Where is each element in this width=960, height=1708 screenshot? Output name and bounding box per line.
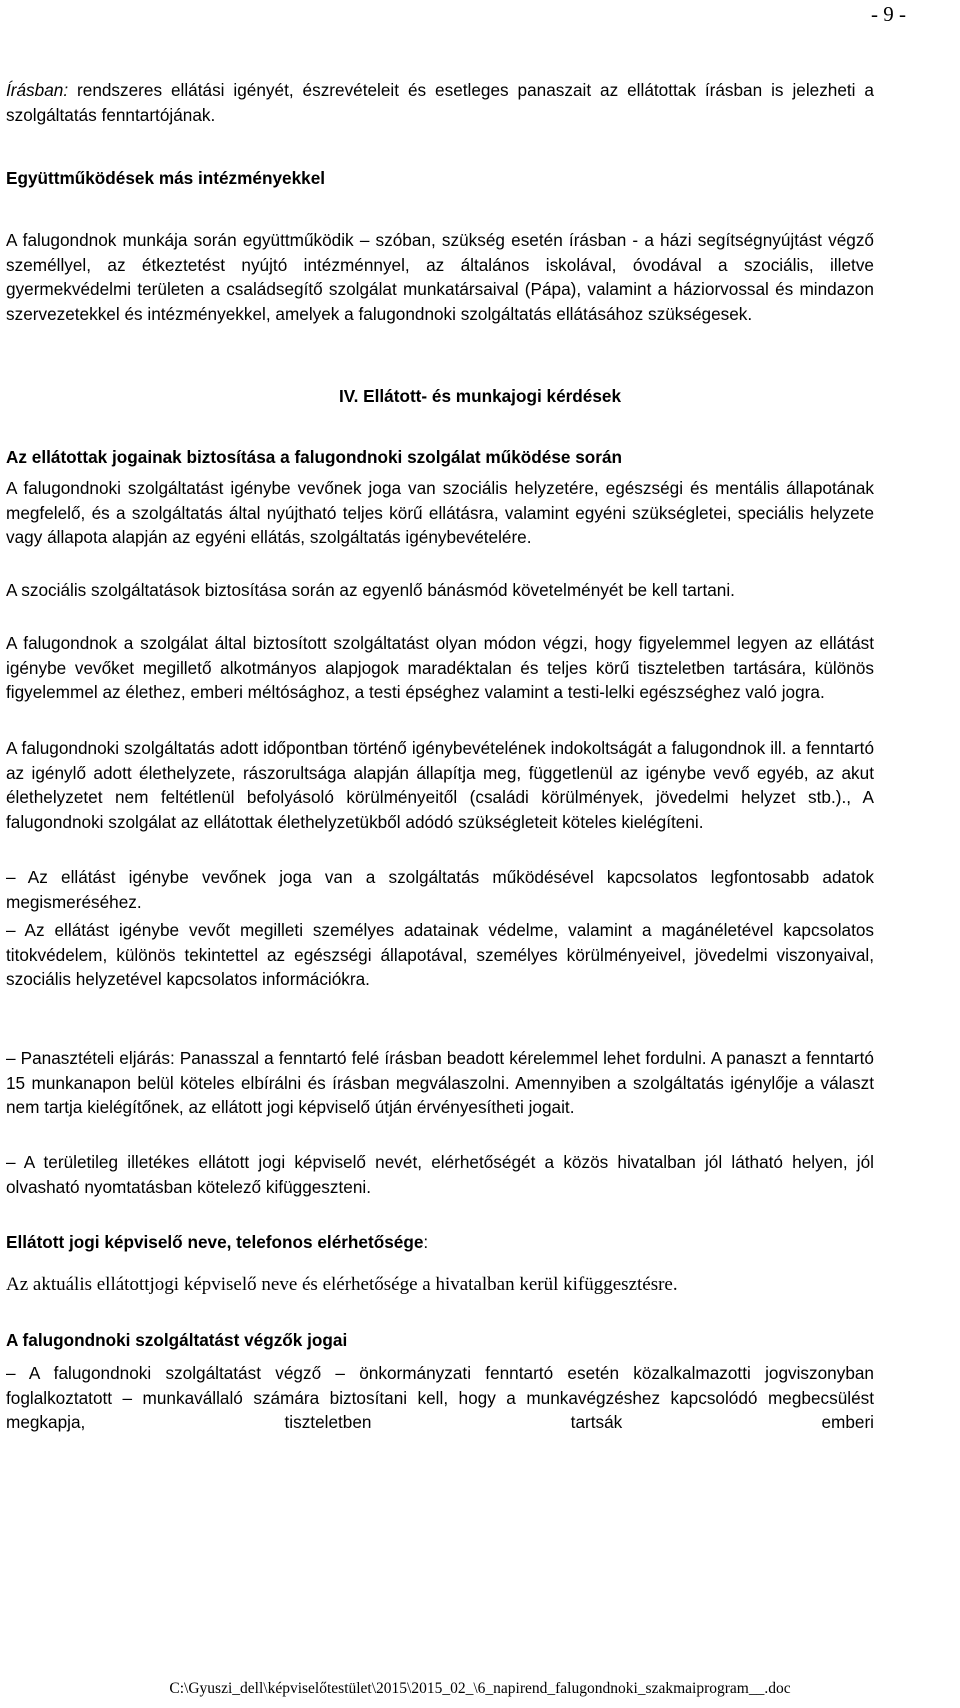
- intro-paragraph: [6, 78, 874, 127]
- worker-rights-paragraph: – A falugondnoki szolgáltatást végző – önkormányzati fenntartó esetén közalkalmazotti jogviszonyban foglalkoztatott – munkavállaló számára biztosítani kell, hogy a munkavégzéshez kapcsolódó megbecsülést megkapja, tiszteletben tartsák emberi: [6, 1363, 874, 1432]
- representative-text: Az aktuális ellátottjogi képviselő neve és elérhetősége a hivatalban kerül kifüggesztésre.: [6, 1274, 678, 1295]
- cooperation-heading: Együttműködések más intézményekkel: [6, 168, 326, 188]
- representative-heading: Ellátott jogi képviselő neve, telefonos elérhetősége: [6, 1232, 424, 1252]
- intro-label: Írásban:: [6, 80, 69, 100]
- footer-file-path: C:\Gyuszi_dell\képviselőtestület\2015\2015_02_\6_napirend_falugondnoki_szakmaiprogram__.doc: [169, 1680, 791, 1697]
- cooperation-paragraph: A falugondnok munkája során együttműködik – szóban, szükség esetén írásban - a házi segítségnyújtást végző személlyel, az étkeztetést nyújtó intézménnyel, az általános iskolával, óvodával a szociális, illetve gyermekvédelmi területen a családsegítő szolgálat munkatársaival (Pápa), valamint a háziorvossal és mindazon szervezetekkel és intézményekkel, amelyek a falugondnoki szolgáltatás ellátásához szükségesek.: [6, 230, 874, 324]
- section-title: IV. Ellátott- és munkajogi kérdések: [338, 386, 622, 406]
- rights-paragraph-3: A falugondnok a szolgálat által biztosított szolgáltatást olyan módon végzi, hogy figyelemmel legyen az ellátást igénybe vevőket megillető alkotmányos alapjogok maradéktalan és teljes körű tiszteletben tartására, különös figyelemmel az élethez, emberi méltósághoz, a testi épséghez valamint a testi-lelki egészséghez való jogra.: [6, 633, 874, 702]
- rights-dash-1: – Az ellátást igénybe vevőnek joga van a szolgáltatás működésével kapcsolatos legfontosabb adatok megismeréséhez.: [6, 867, 874, 912]
- rights-subheading: Az ellátottak jogainak biztosítása a falugondnoki szolgálat működése során: [6, 447, 623, 467]
- rights-dash-4: – A területileg illetékes ellátott jogi képviselő nevét, elérhetőségét a közös hivatalban jól látható helyen, jól olvasható nyomtatásban kötelező kifüggeszteni.: [6, 1152, 874, 1197]
- representative-colon: :: [423, 1232, 429, 1252]
- page-number: - 9 -: [871, 2, 906, 26]
- rights-paragraph-2: A szociális szolgáltatások biztosítása során az egyenlő bánásmód követelményét be kell tartani.: [6, 580, 735, 600]
- intro-text: rendszeres ellátási igényét, észrevételeit és esetleges panaszait az ellátottak írásban is jelezheti a szolgáltatás fenntartójának.: [6, 80, 874, 125]
- rights-paragraph-4: A falugondnoki szolgáltatás adott időpontban történő igénybevételének indokoltságát a falugondnok ill. a fenntartó az igénylő adott élethelyzete, rászorultsága alapján állapítja meg, függetlenül az igénybe vevő egyéb, az akut élethelyzetet nem feltétlenül befolyásoló körülményeitől (családi körülmények, jövedelmi helyzet stb.)., A falugondnoki szolgálat az ellátottak élethelyzetükből adódó szükségleteit köteles kielégíteni.: [6, 738, 874, 832]
- rights-dash-2: – Az ellátást igénybe vevőt megilleti személyes adatainak védelme, valamint a magánéletével kapcsolatos titokvédelem, különös tekintettel az egészségi állapotával, személyes körülményeivel, jövedelmi viszonyaival, szociális helyzetével kapcsolatos információkra.: [6, 920, 874, 989]
- rights-paragraph-1: A falugondnoki szolgáltatást igénybe vevőnek joga van szociális helyzetére, egészségi és mentális állapotának megfelelő, és a szolgáltatás által nyújtható teljes körű ellátásra, valamint egyéni szükségletei, speciális helyzete vagy állapota alapján az egyéni ellátás, szolgáltatás igénybevételére.: [6, 478, 874, 547]
- rights-dash-3: – Panasztételi eljárás: Panasszal a fenntartó felé írásban beadott kérelemmel lehet fordulni. A panaszt a fenntartó 15 munkanapon belül köteles elbírálni és írásban megválaszolni. Amennyiben a szolgáltatás igénylője a választ nem tartja kielégítőnek, az ellátott jogi képviselő útján érvényesítheti jogait.: [6, 1048, 874, 1117]
- representative-heading-line: [6, 1230, 874, 1255]
- worker-rights-heading: A falugondnoki szolgáltatást végzők jogai: [6, 1330, 348, 1350]
